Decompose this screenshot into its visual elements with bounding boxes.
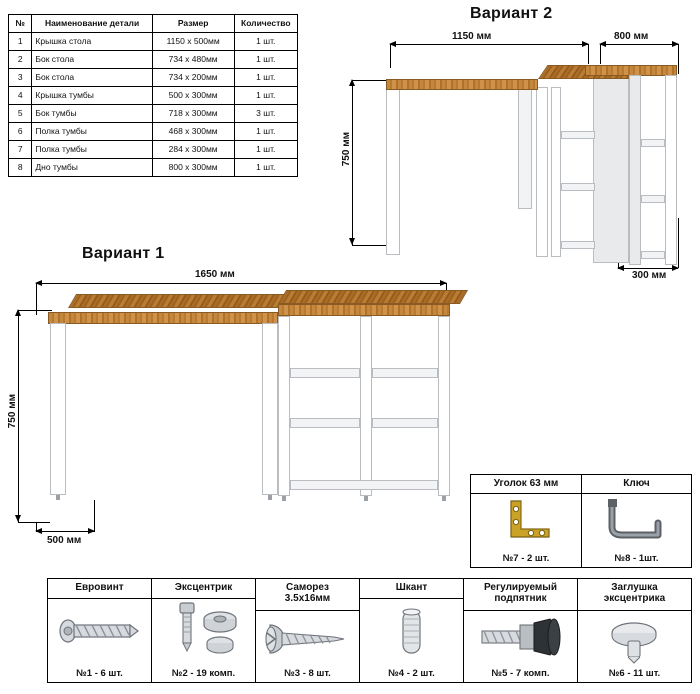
cell-quantity: 1 шт.	[234, 69, 297, 87]
shelf	[641, 139, 665, 147]
cell-part-name: Полка тумбы	[32, 123, 152, 141]
variant1-width-dimension-line	[36, 283, 446, 284]
hardware-caption: №1 - 6 шт.	[76, 668, 123, 679]
table-header-row	[9, 15, 298, 33]
shelf	[372, 368, 438, 378]
cell-size: 468 x 300мм	[152, 123, 234, 141]
arrow-down-icon	[15, 515, 21, 522]
shelf	[290, 368, 360, 378]
cabinet-center-panel	[536, 87, 548, 257]
adjustable-foot-icon	[464, 613, 577, 666]
variant2-depth-dimension-line	[618, 268, 678, 269]
hardware-caption: №4 - 2 шт.	[388, 668, 435, 679]
hardware-cell-samorez	[255, 578, 360, 683]
hardware-caption: №6 - 11 шт.	[608, 668, 661, 679]
cell-number: 7	[9, 141, 32, 159]
variant1-depth-dimension-line	[36, 531, 94, 532]
hardware-cell-klyuch	[581, 474, 692, 568]
variant2-depth-label: 300 мм	[632, 270, 667, 281]
desk-middle-leg-panel	[262, 323, 278, 495]
desk-top-left-front	[48, 312, 278, 324]
allen-key-icon	[582, 493, 691, 551]
desk-top-right-front	[278, 304, 450, 316]
table-row	[9, 141, 298, 159]
hardware-title-line1: Саморез	[286, 582, 329, 593]
table-row	[9, 69, 298, 87]
cabinet-back-panel	[593, 73, 629, 263]
variant2-depth-top-label: 800 мм	[614, 31, 649, 42]
hardware-caption: №5 - 7 комп.	[491, 668, 550, 679]
cell-part-name: Полка тумбы	[32, 141, 152, 159]
variant1-height-dimension-line	[18, 310, 19, 522]
cell-number: 3	[9, 69, 32, 87]
shelf	[372, 418, 438, 428]
cabinet-side-panel	[551, 87, 561, 257]
cell-quantity: 1 шт.	[234, 87, 297, 105]
dowel-icon	[360, 597, 463, 666]
table-row	[9, 33, 298, 51]
cell-quantity: 1 шт.	[234, 123, 297, 141]
cell-part-name: Крышка стола	[32, 33, 152, 51]
cell-number: 4	[9, 87, 32, 105]
desk-left-leg-panel	[386, 89, 400, 255]
header-quantity: Количество	[234, 15, 297, 33]
cell-quantity: 1 шт.	[234, 33, 297, 51]
shelf	[561, 183, 595, 191]
cell-size: 284 x 300мм	[152, 141, 234, 159]
shelf	[641, 195, 665, 203]
variant1-width-label: 1650 мм	[195, 269, 235, 280]
cabinet-right-panel	[665, 75, 677, 265]
cap-cover-icon	[578, 613, 691, 666]
hardware-caption: №3 - 8 шт.	[284, 668, 331, 679]
cabinet-center-panel	[360, 316, 372, 496]
cell-part-name: Бок тумбы	[32, 105, 152, 123]
cell-size: 1150 x 500мм	[152, 33, 234, 51]
hardware-title	[464, 579, 577, 604]
hardware-cell-ekscentrik	[151, 578, 256, 683]
cam-lock-icon	[152, 597, 255, 666]
foot	[56, 495, 60, 500]
desk-top-front	[386, 79, 538, 90]
hardware-title: Евровинт	[75, 582, 124, 593]
shelf-bottom	[290, 480, 438, 490]
table-row	[9, 51, 298, 69]
foot	[268, 495, 272, 500]
cabinet-right-panel	[438, 316, 450, 496]
cell-number: 6	[9, 123, 32, 141]
corner-bracket-icon	[471, 493, 581, 551]
header-number: №	[9, 15, 32, 33]
self-tapping-screw-icon	[256, 613, 359, 666]
table-row	[9, 105, 298, 123]
cell-part-name: Бок стола	[32, 69, 152, 87]
foot	[282, 496, 286, 501]
hardware-title	[578, 579, 691, 604]
foot	[442, 496, 446, 501]
cell-part-name: Дно тумбы	[32, 159, 152, 177]
variant2-depth-top-dimension-line	[600, 44, 678, 45]
hardware-title-line2: 3.5x16мм	[284, 593, 331, 604]
hardware-caption: №8 - 1шт.	[614, 553, 659, 564]
variant1-title: Вариант 1	[82, 245, 165, 262]
cell-quantity: 1 шт.	[234, 141, 297, 159]
variant2-drawing	[340, 55, 690, 260]
variant2-width-label: 1150 мм	[452, 31, 492, 42]
cell-number: 1	[9, 33, 32, 51]
hardware-title: Эксцентрик	[174, 582, 233, 593]
hardware-title-line2: эксцентрика	[603, 593, 666, 604]
variant1-height-label: 750 мм	[7, 394, 18, 429]
variant2-title: Вариант 2	[470, 5, 553, 22]
header-part-name: Наименование детали	[32, 15, 152, 33]
desk-top-right-back	[278, 290, 468, 304]
cell-number: 8	[9, 159, 32, 177]
cell-quantity: 3 шт.	[234, 105, 297, 123]
hardware-title: Шкант	[395, 582, 428, 593]
cell-quantity: 1 шт.	[234, 51, 297, 69]
cell-quantity: 1 шт.	[234, 159, 297, 177]
cell-number: 2	[9, 51, 32, 69]
cell-size: 800 x 300мм	[152, 159, 234, 177]
hardware-title: Уголок 63 мм	[493, 478, 559, 489]
hardware-cell-zaglushka	[577, 578, 692, 683]
hardware-cell-evrovint	[47, 578, 152, 683]
shelf-bottom	[561, 241, 595, 249]
variant1-depth-label: 500 мм	[47, 535, 82, 546]
hardware-title-line1: Заглушка	[611, 582, 658, 593]
hardware-title	[256, 579, 359, 604]
hardware-title-line1: Регулируемый	[484, 582, 557, 593]
desk-top-back	[68, 294, 286, 308]
ext-line	[18, 522, 50, 523]
ext-line	[36, 522, 37, 532]
foot	[364, 496, 368, 501]
cell-size: 734 x 200мм	[152, 69, 234, 87]
variant2-width-dimension-line	[390, 44, 588, 45]
hardware-title: Ключ	[623, 478, 650, 489]
shelf-bottom	[641, 251, 665, 259]
shelf	[290, 418, 360, 428]
desk-left-leg-panel	[50, 323, 66, 495]
shelf	[561, 131, 595, 139]
variant1-drawing	[30, 290, 460, 515]
cabinet-far-side-panel	[629, 75, 641, 265]
hardware-cell-shkant	[359, 578, 464, 683]
header-size: Размер	[152, 15, 234, 33]
cell-number: 5	[9, 105, 32, 123]
cabinet-left-panel	[278, 316, 290, 496]
hardware-caption: №7 - 2 шт.	[502, 553, 550, 564]
hardware-cell-podpyatnik	[463, 578, 578, 683]
table-row	[9, 159, 298, 177]
variant2-height-label: 750 мм	[341, 132, 352, 167]
table-row	[9, 123, 298, 141]
cell-part-name: Бок стола	[32, 51, 152, 69]
cell-size: 500 x 300мм	[152, 87, 234, 105]
cell-size: 718 x 300мм	[152, 105, 234, 123]
hardware-caption: №2 - 19 комп.	[171, 668, 236, 679]
confirmat-screw-icon	[48, 597, 151, 666]
cell-part-name: Крышка тумбы	[32, 87, 152, 105]
cell-size: 734 x 480мм	[152, 51, 234, 69]
parts-table	[8, 14, 298, 177]
table-row	[9, 87, 298, 105]
desk-inner-panel	[518, 89, 532, 209]
hardware-title-line2: подпятник	[494, 593, 547, 604]
hardware-cell-ugolok	[470, 474, 582, 568]
